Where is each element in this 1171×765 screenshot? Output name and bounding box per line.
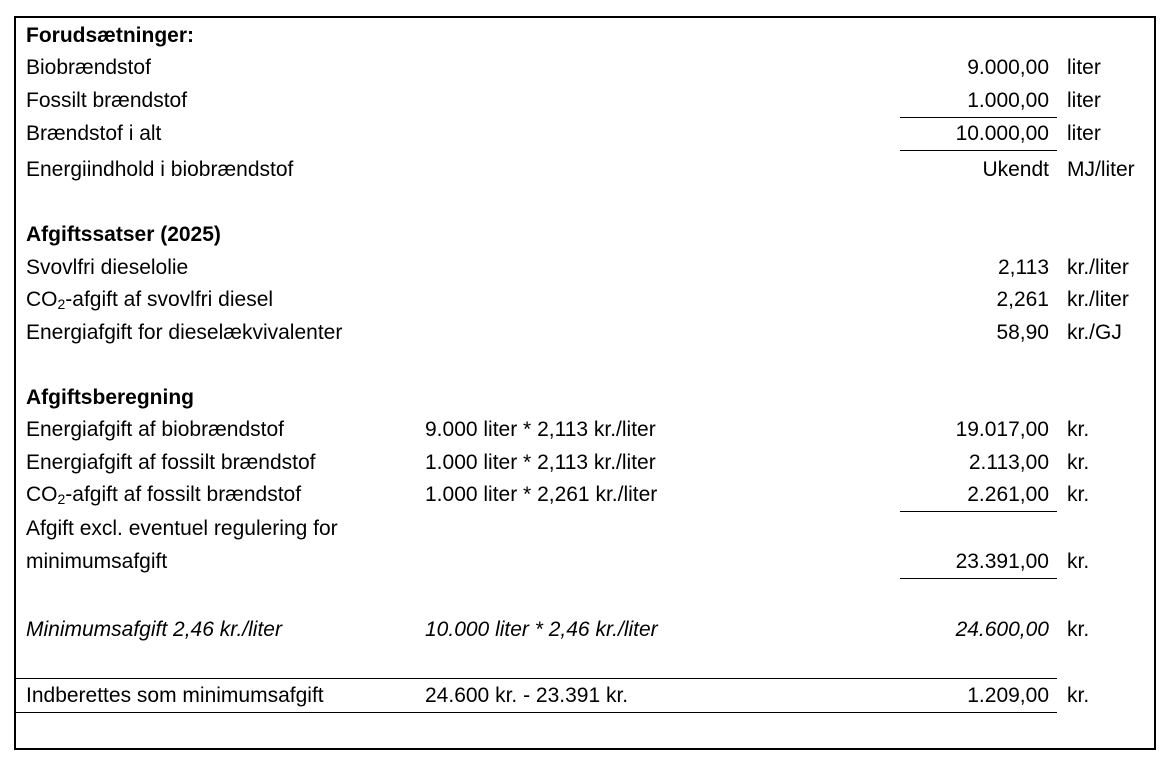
row-label: Energiafgift af fossilt brændstof <box>26 451 316 474</box>
table-row <box>0 85 1171 117</box>
row-label: Biobrændstof <box>26 56 151 79</box>
minimum-unit: kr. <box>1067 618 1090 641</box>
table-row <box>0 479 1171 511</box>
minimum-label: Minimumsafgift 2,46 kr./liter <box>26 618 282 641</box>
row-unit: liter <box>1067 89 1101 112</box>
row-unit: kr./liter <box>1067 288 1129 311</box>
row-unit: liter <box>1067 56 1101 79</box>
row-unit: kr./GJ <box>1067 321 1122 344</box>
report-formula: 24.600 kr. - 23.391 kr. <box>425 684 629 707</box>
subtotal-row <box>0 546 1171 578</box>
row-label: $CO_2$-afgift af fossilt brændstof <box>26 483 302 507</box>
report-unit: kr. <box>1067 684 1090 707</box>
row-unit: kr. <box>1067 418 1090 441</box>
row-value: 2,261 <box>996 288 1049 311</box>
row-unit: MJ/liter <box>1067 158 1135 181</box>
rates-heading-row <box>0 219 1171 251</box>
table-row <box>0 154 1171 186</box>
calculation-heading-row <box>0 382 1171 414</box>
row-unit: kr./liter <box>1067 256 1129 279</box>
minimum-row <box>0 614 1171 646</box>
minimum-formula: 10.000 liter * 2,46 kr./liter <box>425 618 658 641</box>
row-label: $CO_2$-afgift af svovlfri diesel <box>26 288 274 312</box>
subtotal-unit: kr. <box>1067 550 1090 573</box>
row-label: Energiafgift af biobrændstof <box>26 418 284 441</box>
report-bottom-line <box>14 712 1057 713</box>
table-row <box>0 118 1171 150</box>
row-label: Fossilt brændstof <box>26 89 188 112</box>
report-row <box>0 680 1171 712</box>
row-label: Energiindhold i biobrændstof <box>26 158 294 181</box>
subtotal-line <box>900 578 1057 579</box>
report-top-line <box>14 678 1057 679</box>
row-label: Energiafgift for dieselækvivalenter <box>26 321 343 344</box>
total-line <box>900 150 1057 151</box>
row-value: 2,113 <box>998 256 1049 279</box>
row-unit: kr. <box>1067 451 1090 474</box>
table-row <box>0 252 1171 284</box>
row-value: 19.017,00 <box>955 418 1049 441</box>
row-formula: 1.000 liter * 2,261 kr./liter <box>425 483 658 506</box>
row-value: 1.000,00 <box>967 89 1049 112</box>
minimum-value: 24.600,00 <box>955 618 1049 641</box>
row-value: 2.113,00 <box>968 451 1049 474</box>
row-formula: 1.000 liter * 2,113 kr./liter <box>425 451 656 474</box>
report-value: 1.209,00 <box>967 684 1049 707</box>
row-formula: 9.000 liter * 2,113 kr./liter <box>425 418 656 441</box>
row-value: 2.261,00 <box>967 483 1049 506</box>
calculation-heading: Afgiftsberegning <box>26 386 194 409</box>
row-label: Brændstof i alt <box>26 122 162 145</box>
row-unit: kr. <box>1067 483 1090 506</box>
row-value: 9.000,00 <box>967 56 1049 79</box>
report-label: Indberettes som minimumsafgift <box>26 684 324 707</box>
table-row <box>0 447 1171 479</box>
row-value: 10.000,00 <box>955 122 1049 145</box>
row-value: Ukendt <box>982 158 1049 181</box>
rates-heading: Afgiftssatser (2025) <box>26 223 221 246</box>
table-row <box>0 52 1171 84</box>
subtotal-row-line1 <box>0 513 1171 545</box>
row-value: 58,90 <box>996 321 1049 344</box>
subtotal-value: 23.391,00 <box>955 550 1049 573</box>
row-unit: liter <box>1067 122 1101 145</box>
row-label: Svovlfri dieselolie <box>26 256 189 279</box>
subtotal-label-cont: minimumsafgift <box>26 550 168 573</box>
assumptions-heading: Forudsætninger: <box>26 24 194 47</box>
sum-line <box>900 511 1057 512</box>
table-row <box>0 414 1171 446</box>
assumptions-heading-row <box>0 20 1171 52</box>
table-row <box>0 317 1171 349</box>
subtotal-label: Afgift excl. eventuel regulering for <box>26 517 338 540</box>
table-row <box>0 284 1171 316</box>
